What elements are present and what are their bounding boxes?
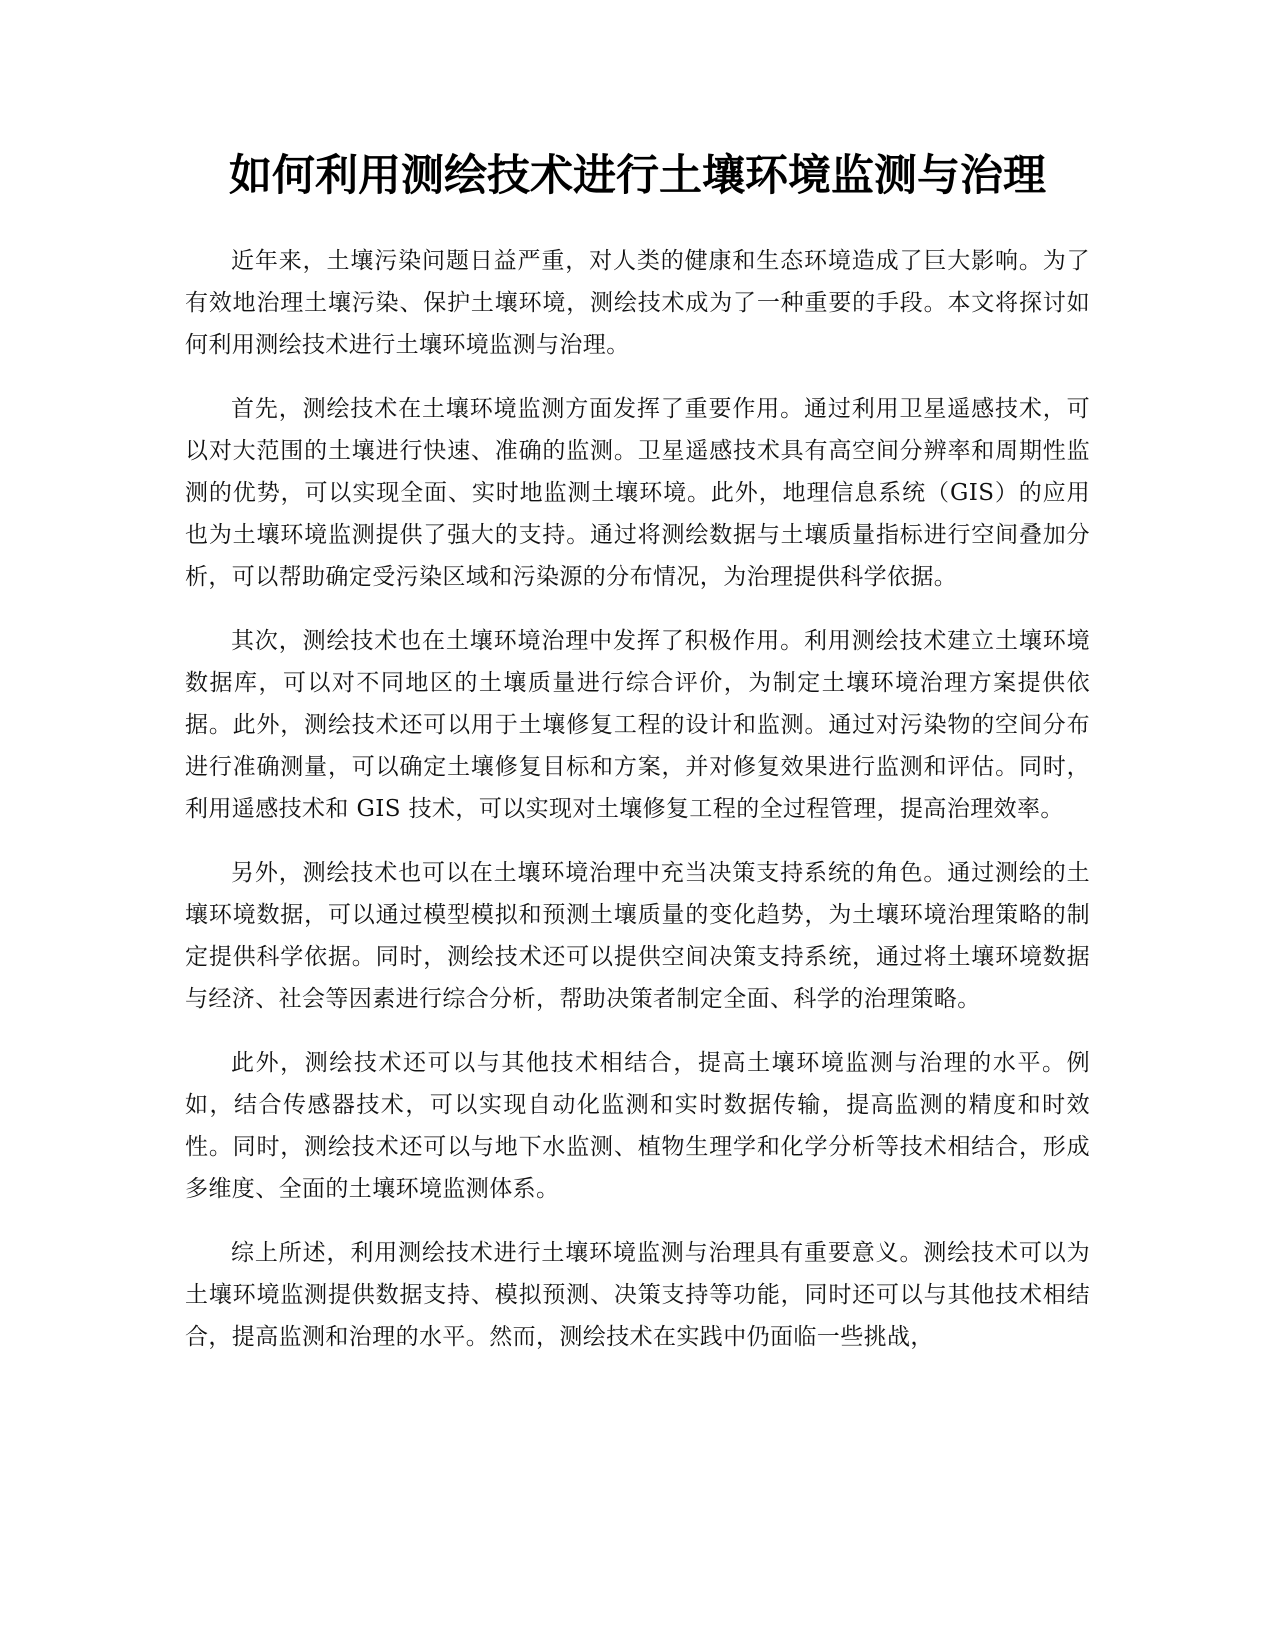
document-body bbox=[185, 240, 1090, 1380]
paragraph-remediation: 其次，测绘技术也在土壤环境治理中发挥了积极作用。利用测绘技术建立土壤环境数据库，可以对不同地区的土壤质量进行综合评价，为制定土壤环境治理方案提供依据。此外，测绘技术还可以用于土壤修复工程的设计和监测。通过对污染物的空间分布进行准确测量，可以确定土壤修复目标和方案，并对修复效果进行监测和评估。同时，利用遥感技术和 GIS 技术，可以实现对土壤修复工程的全过程管理，提高治理效率。 bbox=[185, 628, 1090, 822]
paragraph-summary: 综上所述，利用测绘技术进行土壤环境监测与治理具有重要意义。测绘技术可以为土壤环境监测提供数据支持、模拟预测、决策支持等功能，同时还可以与其他技术相结合，提高监测和治理的水平。然而，测绘技术在实践中仍面临一些挑战， bbox=[185, 1240, 1090, 1350]
document-title: 如何利用测绘技术进行土壤环境监测与治理 bbox=[229, 151, 1046, 201]
paragraph-monitoring: 首先，测绘技术在土壤环境监测方面发挥了重要作用。通过利用卫星遥感技术，可以对大范围的土壤进行快速、准确的监测。卫星遥感技术具有高空间分辨率和周期性监测的优势，可以实现全面、实时地监测土壤环境。此外，地理信息系统（GIS）的应用也为土壤环境监测提供了强大的支持。通过将测绘数据与土壤质量指标进行空间叠加分析，可以帮助确定受污染区域和污染源的分布情况，为治理提供科学依据。 bbox=[185, 396, 1090, 590]
paragraph-integration: 此外，测绘技术还可以与其他技术相结合，提高土壤环境监测与治理的水平。例如，结合传感器技术，可以实现自动化监测和实时数据传输，提高监测的精度和时效性。同时，测绘技术还可以与地下水监测、植物生理学和化学分析等技术相结合，形成多维度、全面的土壤环境监测体系。 bbox=[185, 1050, 1090, 1202]
paragraph-intro: 近年来，土壤污染问题日益严重，对人类的健康和生态环境造成了巨大影响。为了有效地治理土壤污染、保护土壤环境，测绘技术成为了一种重要的手段。本文将探讨如何利用测绘技术进行土壤环境监测与治理。 bbox=[185, 248, 1090, 358]
paragraph-decision-support: 另外，测绘技术也可以在土壤环境治理中充当决策支持系统的角色。通过测绘的土壤环境数据，可以通过模型模拟和预测土壤质量的变化趋势，为土壤环境治理策略的制定提供科学依据。同时，测绘技术还可以提供空间决策支持系统，通过将土壤环境数据与经济、社会等因素进行综合分析，帮助决策者制定全面、科学的治理策略。 bbox=[185, 860, 1090, 1012]
